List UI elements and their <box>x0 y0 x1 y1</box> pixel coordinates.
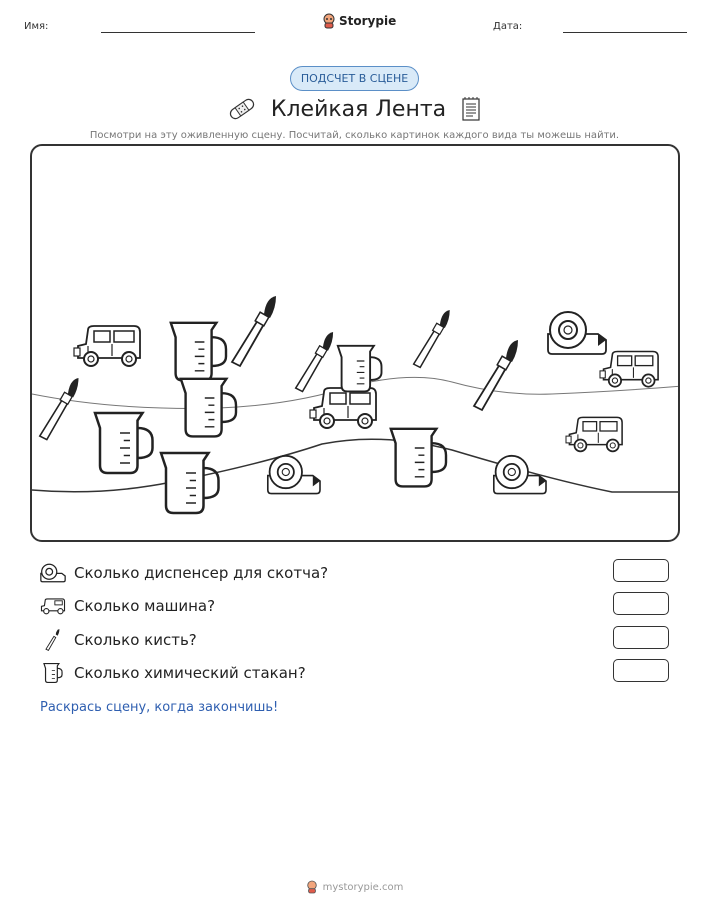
question-car <box>40 592 215 620</box>
scene-beaker <box>161 453 219 513</box>
instructions: Посмотри на эту оживленную сцену. Посчитай, сколько картинок каждого вида ты можешь найти. <box>89 130 620 141</box>
question-tape-dispenser <box>40 559 328 587</box>
colouring-prompt: Раскрась сцену, когда закончишь! <box>40 700 279 715</box>
scene-beaker <box>171 323 226 381</box>
counting-scene <box>30 144 680 542</box>
activity-badge: ПОДСЧЕТ В СЦЕНЕ <box>290 66 419 91</box>
scene-illustration <box>32 146 680 542</box>
date-field[interactable] <box>563 32 687 33</box>
date-label: Дата: <box>493 21 523 32</box>
question-beaker <box>40 659 306 687</box>
scene-car <box>74 326 140 366</box>
page-title: Клейкая Лента <box>270 96 447 122</box>
scene-paintbrush <box>474 340 518 410</box>
scene-paintbrush <box>232 296 276 366</box>
tape-dispenser-icon <box>40 562 66 584</box>
question-paintbrush <box>40 626 197 654</box>
question-text: Сколько химический стакан? <box>74 664 306 682</box>
beaker-icon <box>40 662 66 684</box>
scene-beaker <box>95 413 153 473</box>
storypie-mascot-icon <box>322 13 336 29</box>
name-field[interactable] <box>101 32 255 33</box>
brand-logo <box>322 13 396 29</box>
scene-beaker <box>391 429 446 487</box>
scene-paintbrush <box>40 378 79 440</box>
answer-box-car[interactable] <box>613 592 669 615</box>
scene-tape-dispenser <box>268 456 320 494</box>
question-text: Сколько кисть? <box>74 631 197 649</box>
answer-box-tape-dispenser[interactable] <box>613 559 669 582</box>
paintbrush-icon <box>40 629 66 651</box>
scene-car <box>600 352 658 387</box>
scene-beaker <box>338 346 382 392</box>
answer-box-paintbrush[interactable] <box>613 626 669 649</box>
storypie-mascot-icon <box>306 880 318 894</box>
brand-name: Storypie <box>339 14 397 28</box>
car-icon <box>40 595 66 617</box>
scene-car <box>310 388 376 428</box>
scene-paintbrush <box>296 332 333 392</box>
adhesive-bandage-icon <box>227 96 257 122</box>
answer-box-beaker[interactable] <box>613 659 669 682</box>
footer-url[interactable]: mystorypie.com <box>322 881 404 893</box>
name-label: Имя: <box>24 21 49 32</box>
title-row <box>0 92 709 126</box>
notepad-icon <box>460 96 482 122</box>
footer <box>0 880 709 894</box>
scene-tape-dispenser <box>548 312 606 354</box>
scene-paintbrush <box>414 310 450 367</box>
question-text: Сколько машина? <box>74 597 216 615</box>
question-text: Сколько диспенсер для скотча? <box>74 564 329 582</box>
scene-car <box>566 417 622 451</box>
